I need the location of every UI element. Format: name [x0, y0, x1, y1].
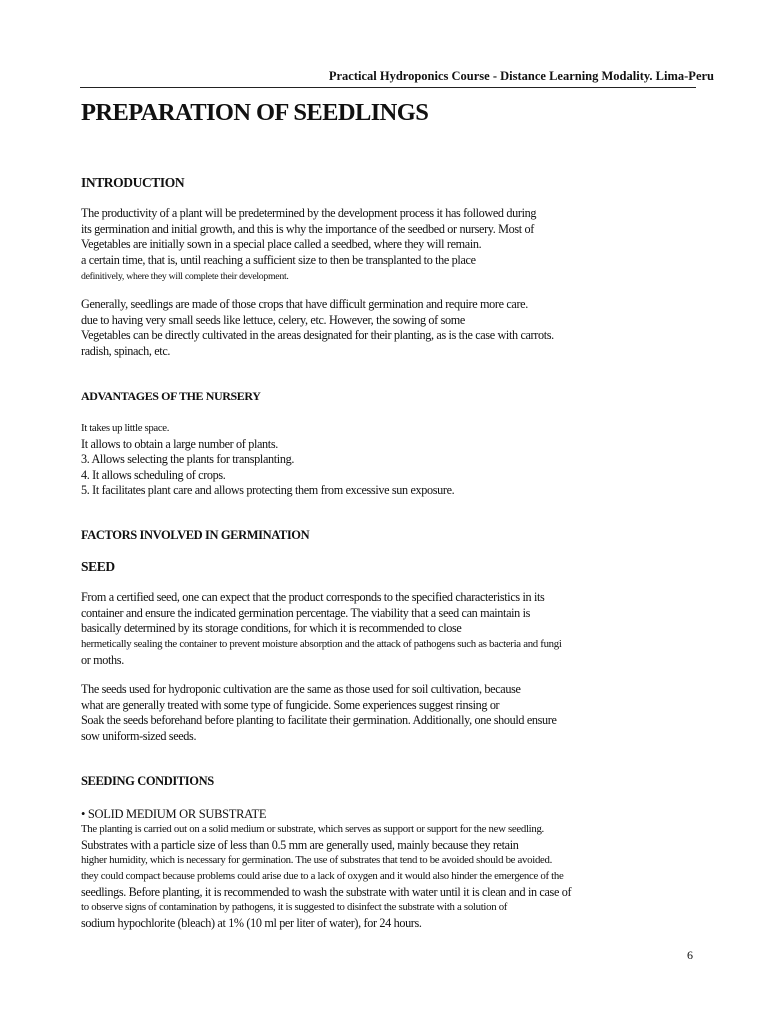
text-line: higher humidity, which is necessary for germination. The use of substrates that tend to be avoided should be avoided. — [81, 854, 553, 867]
text-line: basically determined by its storage conditions, for which it is recommended to close — [81, 621, 462, 636]
text-line: Vegetables can be directly cultivated in the areas designated for their planting, as is the case with carrots. — [81, 328, 554, 343]
text-line: sow uniform-sized seeds. — [81, 729, 197, 744]
introduction-paragraph-2 — [81, 297, 661, 360]
text-line: Generally, seedlings are made of those crops that have difficult germination and require more care. — [81, 297, 528, 311]
text-line: a certain time, that is, until reaching a sufficient size to then be transplanted to the place — [81, 253, 476, 268]
header-rule — [80, 87, 696, 88]
section-heading-factors: FACTORS INVOLVED IN GERMINATION — [81, 528, 310, 542]
section-heading-seeding-conditions: SEEDING CONDITIONS — [81, 774, 214, 788]
text-line: they could compact because problems could arise due to a lack of oxygen and it would also hinder the emergence of the — [81, 870, 564, 883]
page-title: PREPARATION OF SEEDLINGS — [81, 99, 429, 126]
text-line: or moths. — [81, 652, 124, 667]
introduction-paragraph-1 — [81, 206, 661, 284]
list-item: 4. It allows scheduling of crops. — [81, 467, 226, 482]
page-number: 6 — [687, 948, 693, 962]
list-item: It allows to obtain a large number of plants. — [81, 436, 278, 451]
text-line: seedlings. Before planting, it is recommended to wash the substrate with water until it is clean and in case of — [81, 884, 572, 899]
list-item: 3. Allows selecting the plants for transplanting. — [81, 452, 295, 466]
text-line: due to having very small seeds like lettuce, celery, etc. However, the sowing of some — [81, 312, 465, 327]
seed-paragraph-2 — [81, 682, 661, 745]
text-line: The planting is carried out on a solid medium or substrate, which serves as support or support for the new seedling. — [81, 823, 544, 835]
text-line: definitively, where they will complete their development. — [81, 270, 289, 282]
advantages-list — [81, 421, 454, 499]
text-line: hermetically sealing the container to prevent moisture absorption and the attack of pathogens such as bacteria and fungi — [81, 638, 562, 651]
seeding-paragraph-1 — [81, 822, 661, 932]
text-line: to observe signs of contamination by pathogens, it is suggested to disinfect the substrate with a solution of — [81, 901, 508, 914]
subheading-solid-medium: • SOLID MEDIUM OR SUBSTRATE — [81, 807, 267, 821]
list-item: 5. It facilitates plant care and allows protecting them from excessive sun exposure. — [81, 483, 455, 497]
text-line: sodium hypochlorite (bleach) at 1% (10 ml per liter of water), for 24 hours. — [81, 916, 422, 931]
text-line: radish, spinach, etc. — [81, 344, 171, 359]
text-line: what are generally treated with some type of fungicide. Some experiences suggest rinsing or — [81, 697, 500, 712]
text-line: Substrates with a particle size of less than 0.5 mm are generally used, mainly because they retain — [81, 837, 519, 852]
section-heading-seed: SEED — [81, 559, 115, 574]
text-line: container and ensure the indicated germination percentage. The viability that a seed can maintain is — [81, 605, 531, 620]
text-line: From a certified seed, one can expect that the product corresponds to the specified characteristics in its — [81, 590, 545, 604]
seed-paragraph-1 — [81, 590, 661, 668]
running-header: Practical Hydroponics Course - Distance Learning Modality. Lima-Peru — [328, 69, 714, 83]
section-heading-advantages: ADVANTAGES OF THE NURSERY — [81, 389, 261, 403]
section-heading-introduction: INTRODUCTION — [81, 175, 185, 190]
text-line: its germination and initial growth, and this is why the importance of the seedbed or nursery. Most of — [81, 221, 534, 236]
text-line: Soak the seeds beforehand before planting to facilitate their germination. Additionally, one should ensure — [81, 713, 557, 728]
text-line: The seeds used for hydroponic cultivation are the same as those used for soil cultivation, because — [81, 682, 521, 696]
text-line: The productivity of a plant will be predetermined by the development process it has followed during — [81, 206, 537, 220]
text-line: Vegetables are initially sown in a special place called a seedbed, where they will remain. — [81, 237, 482, 252]
list-item: It takes up little space. — [81, 422, 170, 434]
